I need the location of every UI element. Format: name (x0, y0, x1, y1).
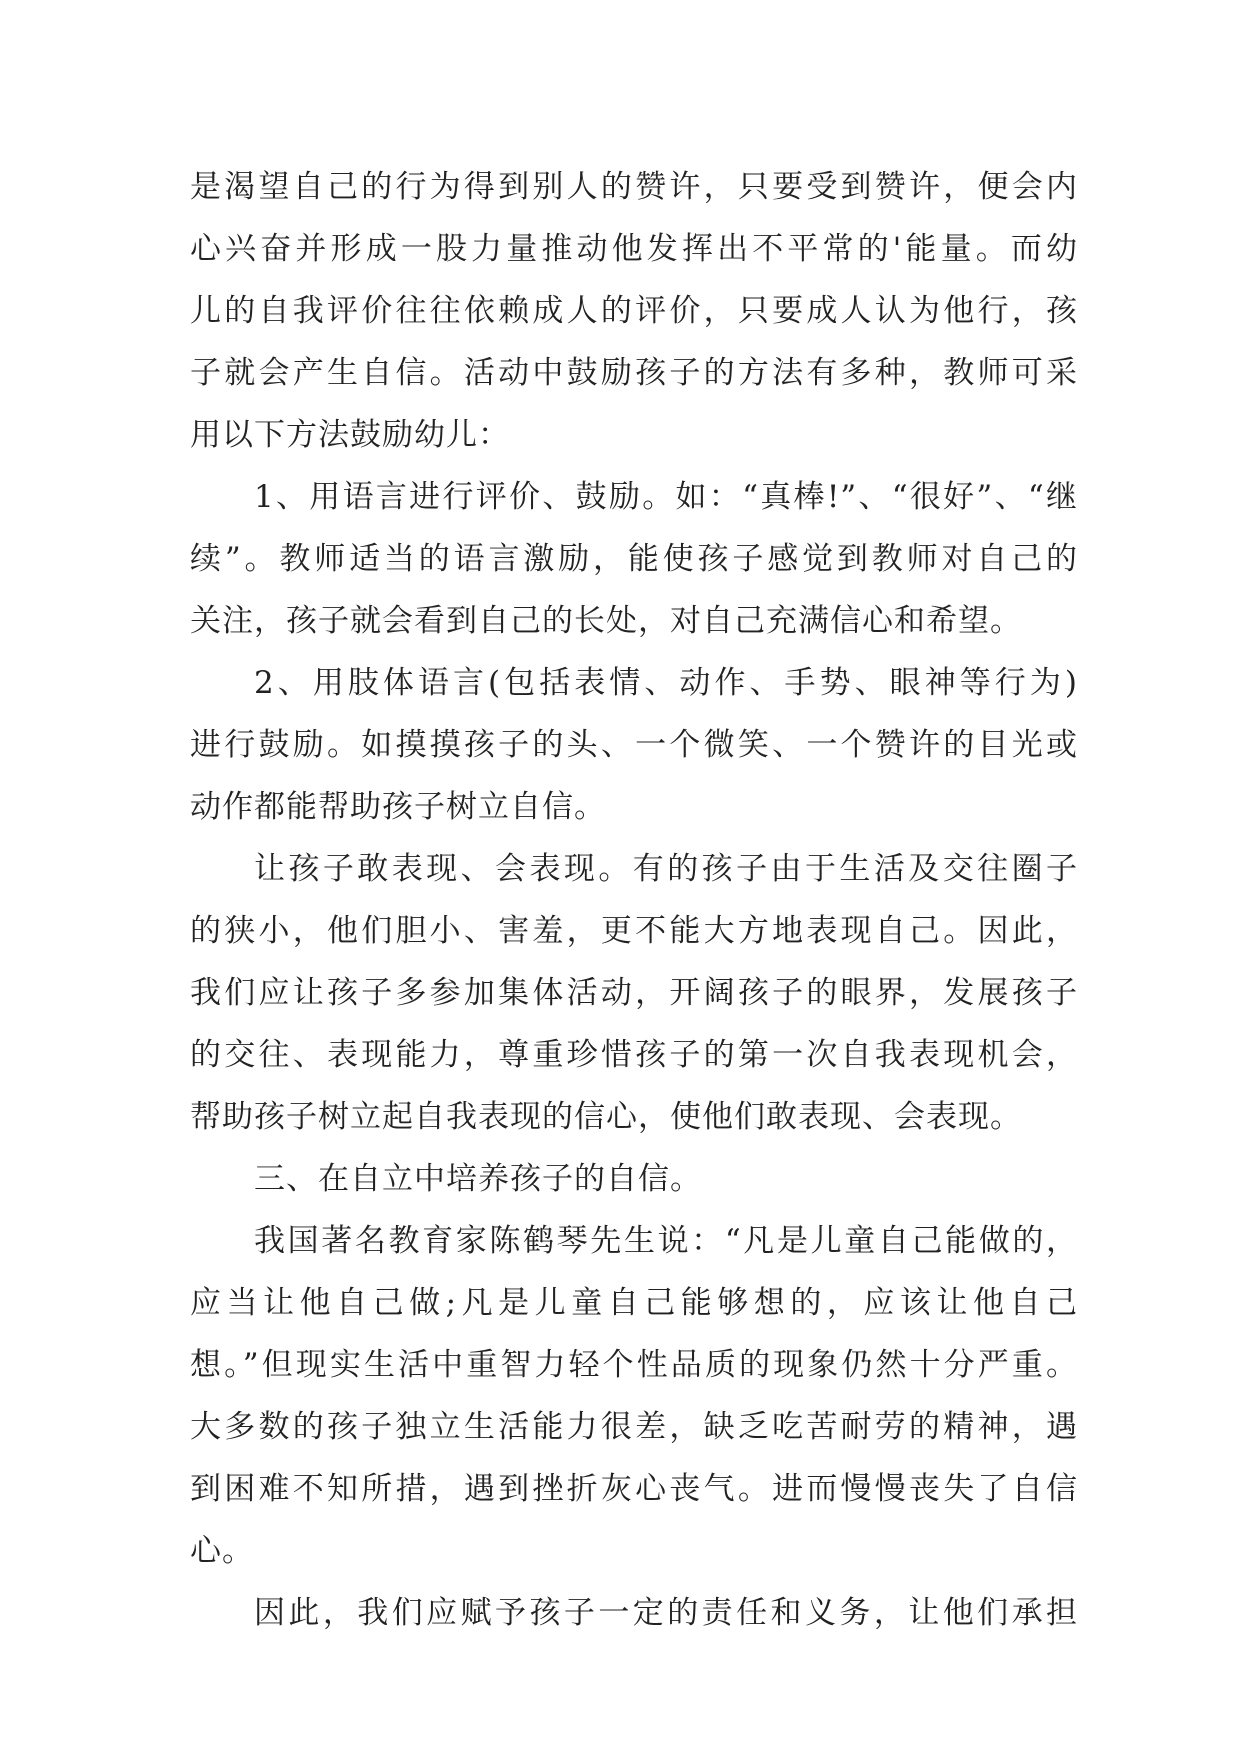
text-line: 关注，孩子就会看到自己的长处，对自己充满信心和希望。 (190, 603, 1022, 639)
text-line: 的狭小，他们胆小、害羞，更不能大方地表现自己。因此， (190, 913, 1078, 949)
text-line: 我国著名教育家陈鹤琴先生说：“凡是儿童自己能做的， (254, 1223, 1078, 1259)
text-line: 动作都能帮助孩子树立自信。 (190, 789, 606, 825)
text-line: 儿的自我评价往往依赖成人的评价，只要成人认为他行，孩 (190, 293, 1078, 329)
text-line: 想。”但现实生活中重智力轻个性品质的现象仍然十分严重。 (190, 1347, 1078, 1383)
text-line: 1、用语言进行评价、鼓励。如：“真棒!”、“很好”、“继 (254, 479, 1078, 515)
text-line: 应当让他自己做;凡是儿童自己能够想的，应该让他自己 (190, 1285, 1078, 1321)
text-line: 帮助孩子树立起自我表现的信心，使他们敢表现、会表现。 (190, 1099, 1022, 1135)
text-line: 是渴望自己的行为得到别人的赞许，只要受到赞许，便会内 (190, 169, 1078, 205)
text-line: 子就会产生自信。活动中鼓励孩子的方法有多种，教师可采 (190, 355, 1078, 391)
text-line: 的交往、表现能力，尊重珍惜孩子的第一次自我表现机会， (190, 1037, 1078, 1073)
text-line: 让孩子敢表现、会表现。有的孩子由于生活及交往圈子 (254, 851, 1078, 887)
text-line: 到困难不知所措，遇到挫折灰心丧气。进而慢慢丧失了自信 (190, 1471, 1078, 1507)
text-line: 续”。教师适当的语言激励，能使孩子感觉到教师对自己的 (190, 541, 1078, 577)
text-line: 进行鼓励。如摸摸孩子的头、一个微笑、一个赞许的目光或 (190, 727, 1078, 763)
text-line: 用以下方法鼓励幼儿： (190, 417, 510, 453)
text-line: 三、在自立中培养孩子的自信。 (254, 1161, 702, 1197)
text-line: 心。 (190, 1533, 254, 1569)
text-line: 心兴奋并形成一股力量推动他发挥出不平常的'能量。而幼 (190, 231, 1078, 267)
text-line: 大多数的孩子独立生活能力很差，缺乏吃苦耐劳的精神，遇 (190, 1409, 1078, 1445)
text-line: 我们应让孩子多参加集体活动，开阔孩子的眼界，发展孩子 (190, 975, 1078, 1011)
document-body (190, 156, 1078, 1644)
text-line: 2、用肢体语言(包括表情、动作、手势、眼神等行为) (254, 665, 1078, 701)
text-line: 因此，我们应赋予孩子一定的责任和义务，让他们承担 (254, 1595, 1078, 1631)
